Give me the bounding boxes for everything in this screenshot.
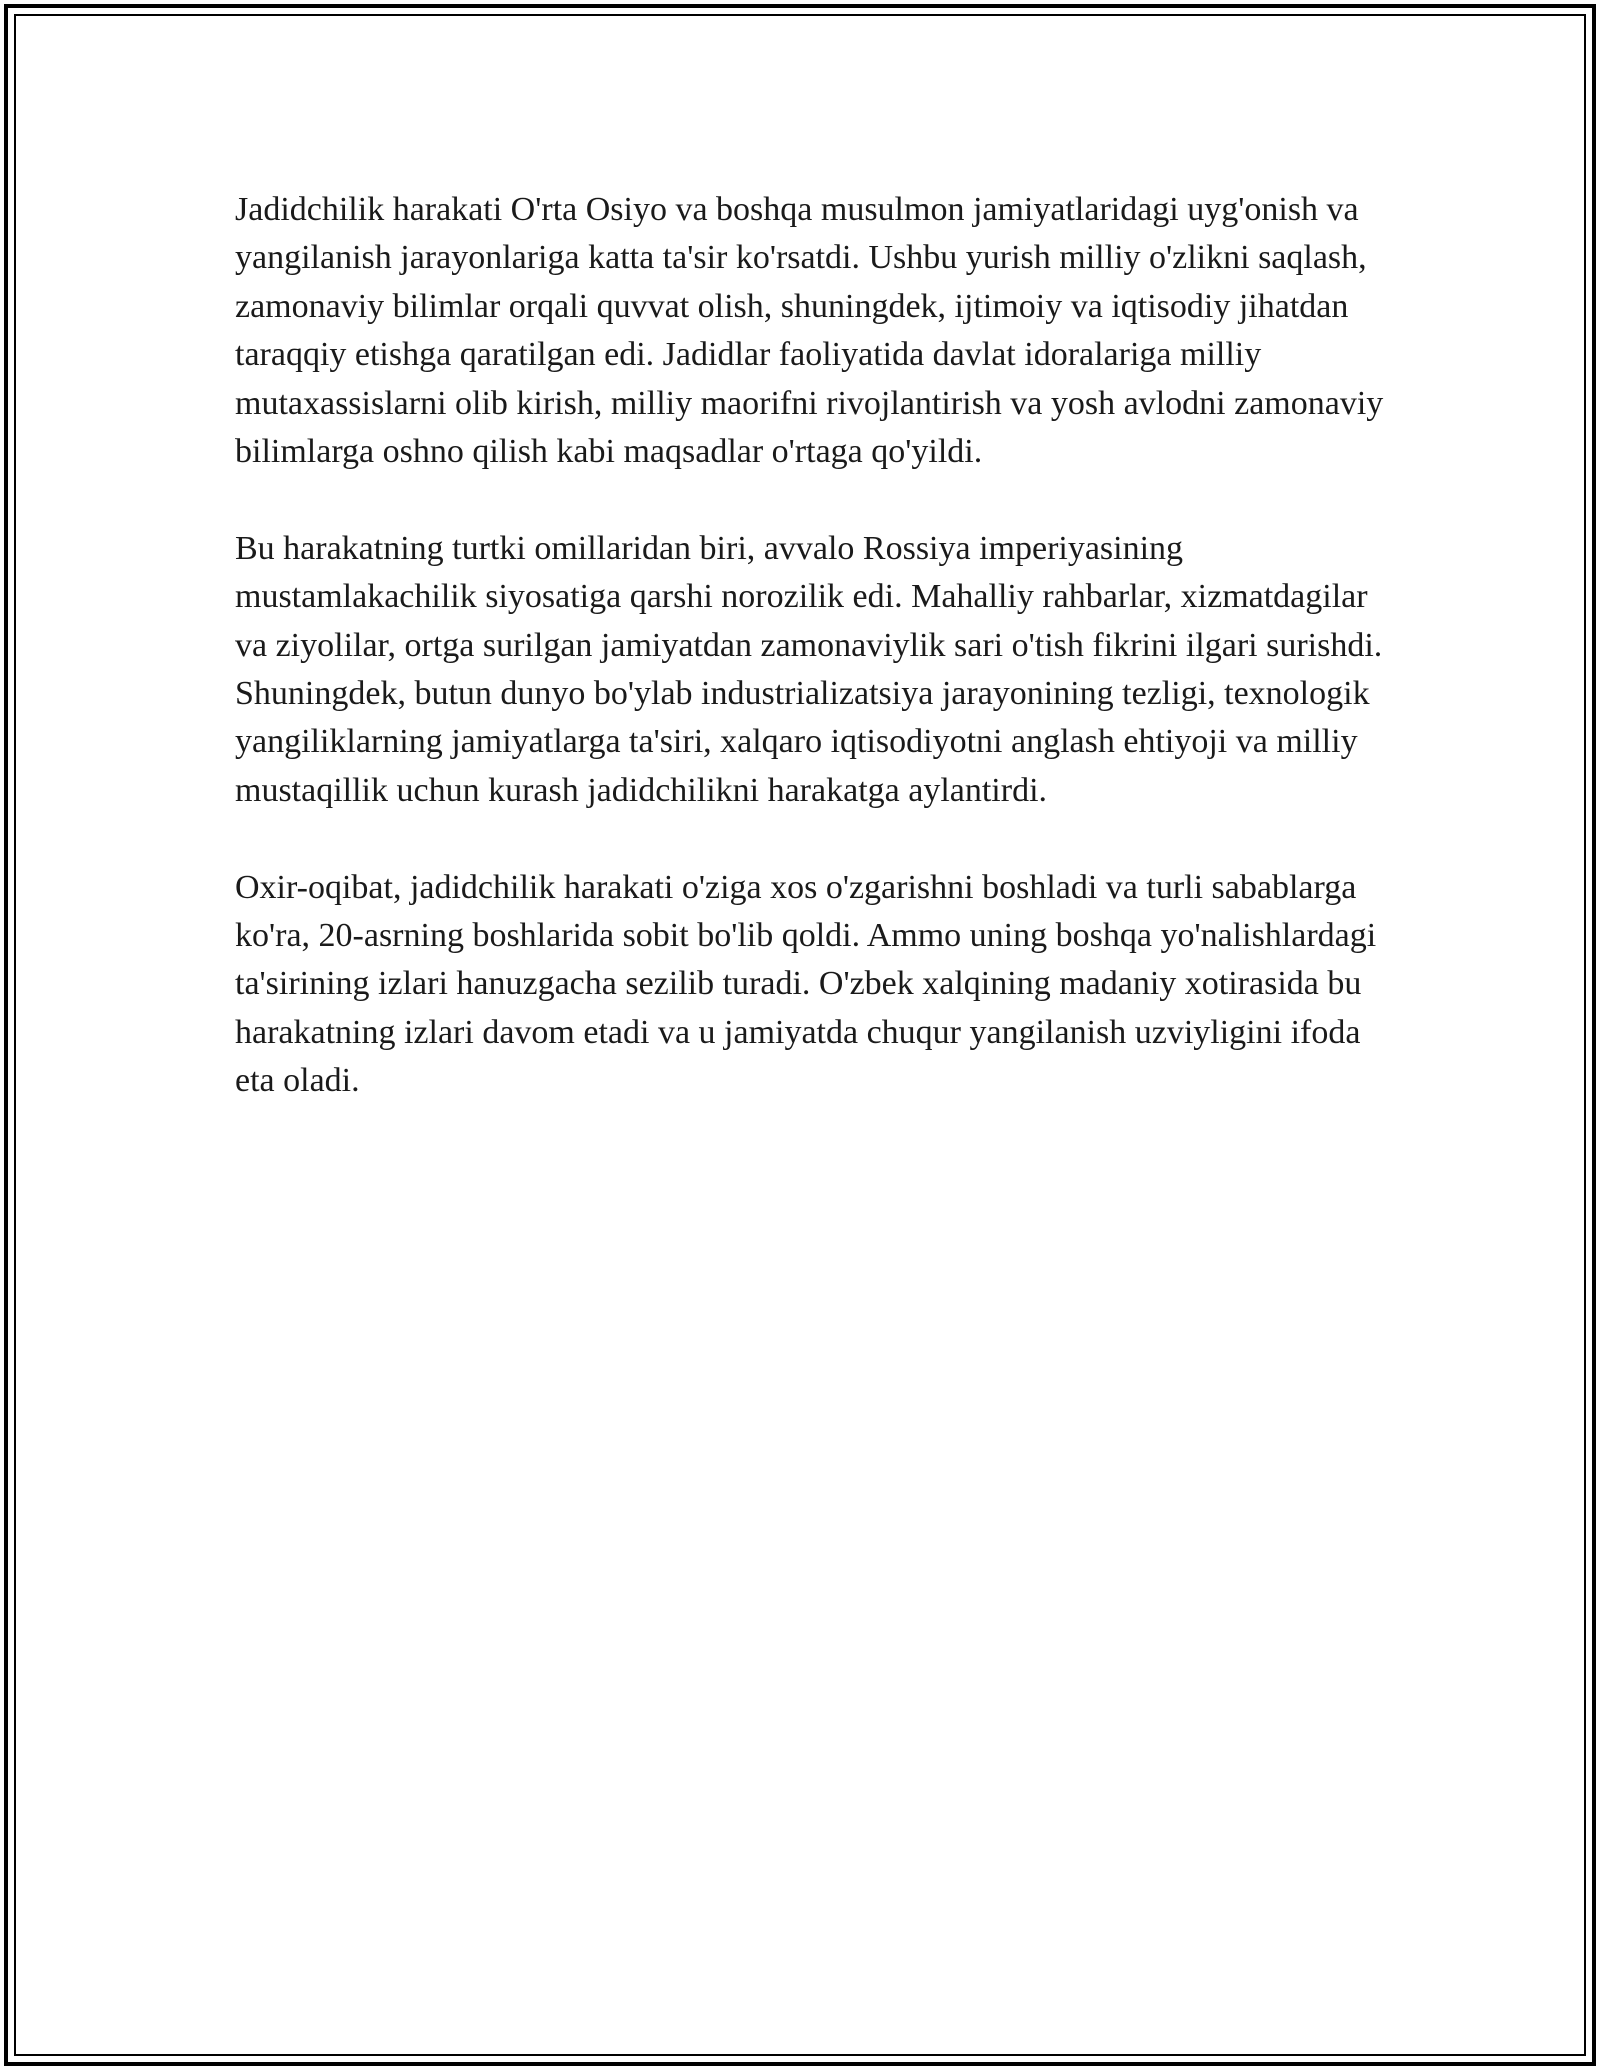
paragraph-2: Bu harakatning turtki omillaridan biri, avvalo Rossiya imperiyasining mustamlakachilik siyosatiga qarshi norozilik edi. Mahalliy rahbarlar, xizmatdagilar va ziyolilar, ortga surilgan jamiyatdan zamonaviylik sari o'tish fikrini ilgari surishdi. Shuningdek, butun dunyo bo'ylab industrializatsiya jarayonining tezligi, texnologik yangiliklarning jamiyatlarga ta'siri, xalqaro iqtisodiyotni anglash ehtiyoji va milliy mustaqillik uchun kurash jadidchilikni harakatga aylantirdi. [235,529,1383,809]
paragraph-1: Jadidchilik harakati O'rta Osiyo va boshqa musulmon jamiyatlaridagi uyg'onish va yangilanish jarayonlariga katta ta'sir ko'rsatdi. Ushbu yurish milliy o'zlikni saqlash, zamonaviy bilimlar orqali quvvat olish, shuningdek, ijtimoiy va iqtisodiy jihatdan taraqqiy etishga qaratilgan edi. Jadidlar faoliyatida davlat idoralariga milliy mutaxassislarni olib kirish, milliy maorifni rivojlantirish va yosh avlodni zamonaviy bilimlarga oshno qilish kabi maqsadlar o'rtaga qo'yildi. [235,191,1384,471]
paragraph-3: Oxir-oqibat, jadidchilik harakati o'ziga xos o'zgarishni boshladi va turli sabablarga ko'ra, 20-asrning boshlarida sobit bo'lib qoldi. Ammo uning boshqa yo'nalishlardagi ta'sirining izlari hanuzgacha sezilib turadi. O'zbek xalqining madaniy xotirasida bu harakatning izlari davom etadi va u jamiyatda chuqur yangilanish uzviyligini ifoda eta oladi. [235,868,1377,1100]
document-body [235,186,1395,1154]
